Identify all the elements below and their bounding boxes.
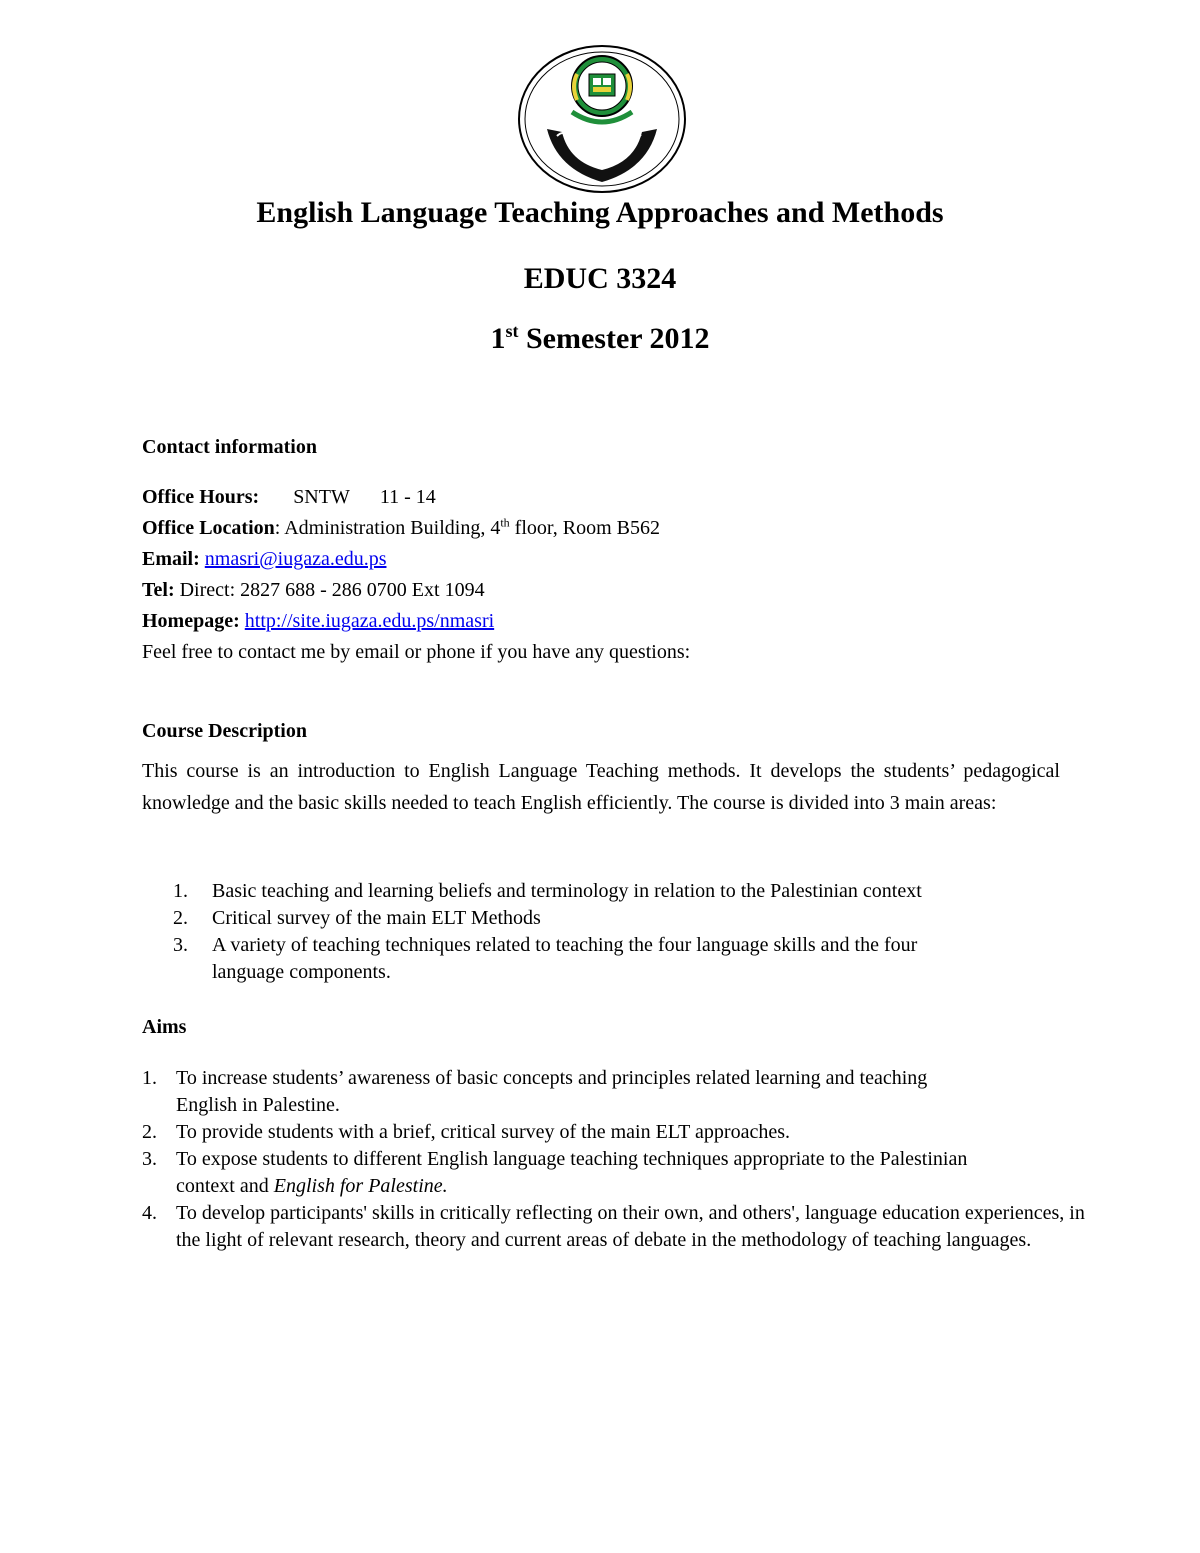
contact-note: Feel free to contact me by email or phone if you have any questions: xyxy=(142,641,691,663)
emphasis: English for Palestine. xyxy=(273,1175,448,1197)
aims-list xyxy=(142,1065,1085,1254)
office-location-post: floor, Room B562 xyxy=(509,517,660,539)
contact-heading: Contact information xyxy=(142,436,317,458)
course-code: EDUC 3324 xyxy=(523,262,677,295)
contact-details xyxy=(142,482,1060,668)
tel-line xyxy=(142,575,1060,606)
office-hours-label: Office Hours: xyxy=(142,486,260,508)
office-location-pre: : Administration Building, 4 xyxy=(274,517,501,539)
tel-label: Tel: xyxy=(142,579,175,601)
email-label: Email: xyxy=(142,548,200,570)
description-list xyxy=(142,878,1060,986)
aims-section xyxy=(142,1016,1060,1039)
aims-heading: Aims xyxy=(142,1016,187,1038)
aims-list-wrap xyxy=(142,1065,1085,1254)
list-item: 1. To increase students’ awareness of basic concepts and principles related learning and teaching English in Palestine. xyxy=(142,1067,928,1116)
contact-section xyxy=(142,436,1060,459)
homepage-line xyxy=(142,606,1060,637)
office-location-label: Office Location xyxy=(142,517,275,539)
office-location-line xyxy=(142,513,1060,544)
homepage-label: Homepage: xyxy=(142,610,240,632)
tel-value: Direct: 2827 688 - 286 0700 Ext 1094 xyxy=(174,579,485,601)
email-line xyxy=(142,544,1060,575)
office-hours-line xyxy=(142,482,1060,513)
homepage-link[interactable]: http://site.iugaza.edu.ps/nmasri xyxy=(244,610,495,632)
description-section xyxy=(142,720,1060,743)
list-item: 2. To provide students with a brief, critical survey of the main ELT approaches. xyxy=(142,1121,790,1143)
university-seal-icon xyxy=(517,44,687,194)
office-hours-days: SNTW xyxy=(293,486,350,508)
office-hours-time: 11 - 14 xyxy=(379,486,436,508)
list-item: 3. To expose students to different English language teaching techniques appropriate to the Palestinian context and English for Palestine. xyxy=(142,1148,968,1197)
description-heading: Course Description xyxy=(142,720,307,742)
office-location-sup: th xyxy=(500,515,510,530)
list-item: 4. To develop participants' skills in critically reflecting on their own, and others', language education experiences, in the light of relevant research, theory and current areas of debate in the methodology of teaching languages. xyxy=(142,1202,1085,1251)
list-item: 2. Critical survey of the main ELT Methods xyxy=(173,907,541,929)
semester-number: 1 xyxy=(490,322,506,355)
semester-heading xyxy=(0,322,1200,356)
description-list-wrap xyxy=(142,878,1060,986)
semester-text: Semester 2012 xyxy=(518,322,710,355)
description-body xyxy=(142,755,1060,819)
page-title: English Language Teaching Approaches and Methods xyxy=(256,196,944,229)
list-item: 1. Basic teaching and learning beliefs and terminology in relation to the Palestinian context xyxy=(173,880,922,902)
list-item: 3. A variety of teaching techniques related to teaching the four language skills and the four language components. xyxy=(173,934,918,983)
description-paragraph: This course is an introduction to English Language Teaching methods. It develops the students’ pedagogical knowledge and the basic skills needed to teach English efficiently. The course is divided into 3 main areas: xyxy=(142,760,1060,814)
email-link[interactable]: nmasri@iugaza.edu.ps xyxy=(204,548,387,570)
semester-ordinal: st xyxy=(505,321,519,341)
